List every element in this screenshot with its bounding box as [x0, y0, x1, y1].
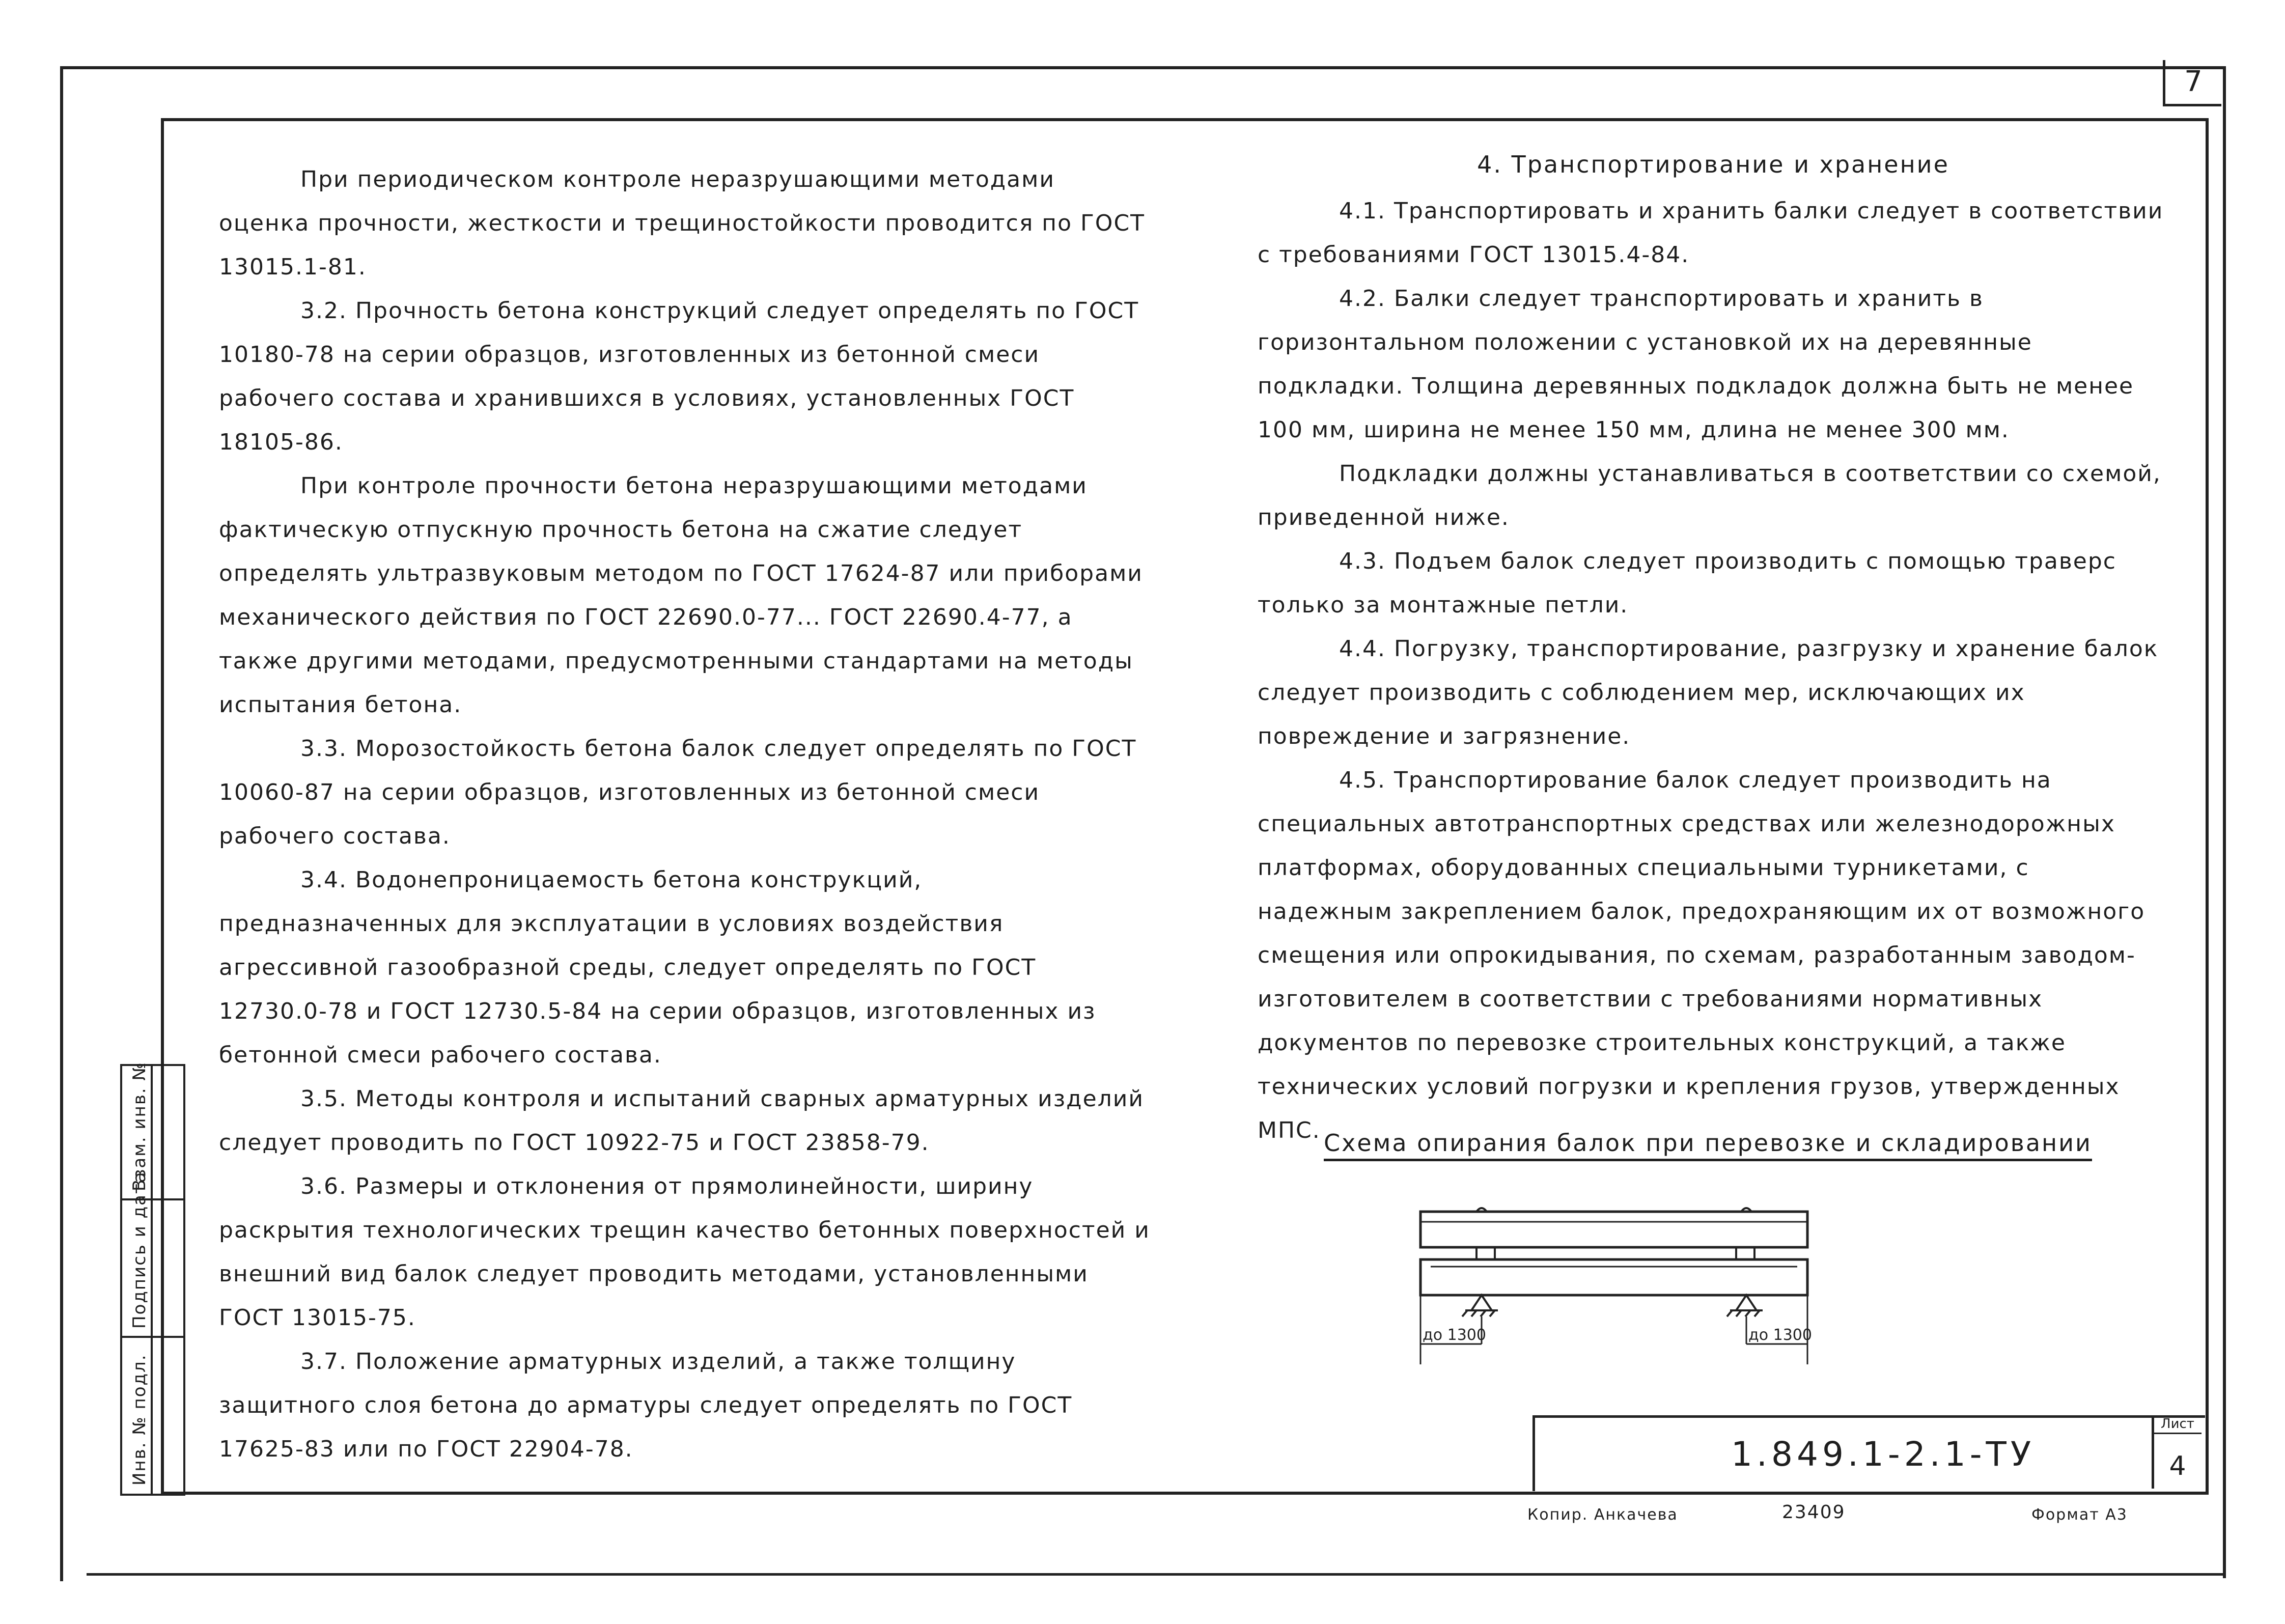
bottom-beam — [1420, 1259, 1807, 1295]
left-paragraph: 3.5. Методы контроля и испытаний сварных арматурных изделий следует проводить по ГОСТ 10922-75 и ГОСТ 23858-79. — [219, 1086, 1144, 1156]
support-left — [1462, 1295, 1498, 1317]
beam-support-diagram — [1405, 1191, 1823, 1375]
right-paragraph: 4.2. Балки следует транспортировать и хранить в горизонтальном положении с установкой их на деревянные подкладки. Толщина деревянных подкладок должна быть не менее 100 мм, ширина не менее 150 мм, длина не менее 300 мм. — [1258, 286, 2134, 443]
right-paragraph: Подкладки должны устанавливаться в соответствии со схемой, приведенной ниже. — [1258, 461, 2161, 530]
right-paragraph: 4.3. Подъем балок следует производить с помощью траверс только за монтажные петли. — [1258, 548, 2117, 618]
right-paragraph: 4.5. Транспортирование балок следует производить на специальных автотранспортных средствах или железнодорожных платформах, оборудованных специальными турникетами, с надежным закреплением балок, предохраняющим их от возможного смещения или опрокидывания, по схемам, разработанным заводом-изготовителем в соответствии с требованиями нормативных документов по перевозке строительных конструкций, а также технических условий погрузки и крепления грузов, утвержденных МПС. — [1258, 767, 2145, 1143]
right-column — [1258, 143, 2169, 1153]
sheet-label: Лист — [2154, 1416, 2202, 1434]
left-paragraph: 3.3. Морозостойкость бетона балок следует определять по ГОСТ 10060-87 на серии образцов, изготовленных из бетонной смеси рабочего состава. — [219, 736, 1137, 849]
side-label-replace-inv: Взам. инв. № — [129, 1061, 150, 1191]
right-paragraph: 4.4. Погрузку, транспортирование, разгрузку и хранение балок следует производить с соблюдением мер, исключающих их повреждение и загрязнение. — [1258, 636, 2159, 749]
dim-label-right: до 1300 — [1748, 1326, 1812, 1344]
spacer-left — [1476, 1247, 1495, 1259]
right-paragraphs — [1258, 189, 2169, 1153]
document-code: 1.849.1-2.1-ТУ — [1731, 1435, 2036, 1474]
spacer-right — [1736, 1247, 1754, 1259]
footer-format: Формат А3 — [2031, 1506, 2128, 1524]
top-beam — [1420, 1208, 1807, 1247]
strip-divider-2 — [122, 1336, 183, 1338]
dim-label-left: до 1300 — [1423, 1326, 1486, 1344]
left-column — [219, 158, 1151, 1471]
strip-vertical-line — [151, 1066, 153, 1494]
left-paragraph: При контроле прочности бетона неразрушающими методами фактическую отпускную прочность бетона на сжатие следует определять ультразвуковым методом по ГОСТ 17624-87 или приборами механического действия по ГОСТ 22690.0-77... ГОСТ 22690.4-77, а также другими методами, предусмотренными стандартами на методы испытания бетона. — [219, 473, 1143, 718]
outer-frame-bottom — [87, 1573, 2225, 1576]
sheet-number: 4 — [2169, 1451, 2186, 1481]
left-paragraph: 3.2. Прочность бетона конструкций следует определять по ГОСТ 10180-78 на серии образцов, изготовленных из бетонной смеси рабочего состава и хранившихся в условиях, установленных ГОСТ 18105-86. — [219, 298, 1139, 455]
side-label-inv-no: Инв. № подл. — [129, 1354, 150, 1486]
footer-copied: Копир. Анкачева — [1527, 1506, 1678, 1524]
section-heading: 4. Транспортирование и хранение — [1477, 151, 1949, 178]
left-paragraph: 3.7. Положение арматурных изделий, а также толщину защитного слоя бетона до арматуры следует определять по ГОСТ 17625-83 или по ГОСТ 22904-78. — [219, 1349, 1073, 1462]
page-number: 7 — [2163, 60, 2221, 106]
left-paragraph: 3.4. Водонепроницаемость бетона конструкций, предназначенных для эксплуатации в условиях воздействия агрессивной газообразной среды, следует определять по ГОСТ 12730.0-78 и ГОСТ 12730.5-84 на серии образцов, изготовленных из бетонной смеси рабочего состава. — [219, 867, 1096, 1068]
side-label-sign-date: Подпись и дата — [129, 1171, 150, 1329]
right-paragraph: 4.1. Транспортировать и хранить балки следует в соответствии с требованиями ГОСТ 13015.4-84. — [1258, 198, 2164, 268]
support-right — [1727, 1295, 1763, 1317]
scheme-title: Схема опирания балок при перевозке и складировании — [1324, 1129, 2092, 1161]
left-paragraph: При периодическом контроле неразрушающими методами оценка прочности, жесткости и трещиностойкости проводится по ГОСТ 13015.1-81. — [219, 166, 1146, 280]
outer-frame-right — [2223, 66, 2226, 1578]
left-paragraph: 3.6. Размеры и отклонения от прямолинейности, ширину раскрытия технологических трещин качество бетонных поверхностей и внешний вид балок следует проводить методами, установленными ГОСТ 13015-75. — [219, 1173, 1150, 1331]
footer-order-no: 23409 — [1782, 1502, 1846, 1523]
